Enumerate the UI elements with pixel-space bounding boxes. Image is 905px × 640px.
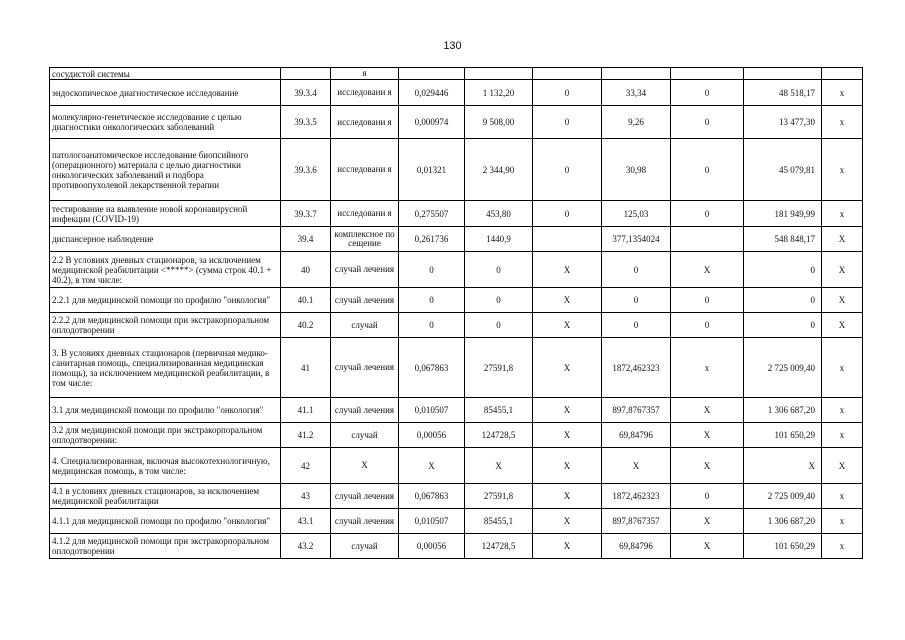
cell-c9: 0: [744, 313, 822, 338]
cell-c10: X: [822, 448, 863, 484]
table-row: [50, 509, 863, 534]
cell-row: 40: [281, 252, 331, 288]
cell-c7: 897,8767357: [602, 509, 671, 534]
cell-c8: x: [671, 338, 744, 398]
table-row: [50, 484, 863, 509]
cell-c4: 0,261736: [399, 227, 465, 252]
cell-unit: исследовани я: [331, 80, 399, 106]
cell-unit: случай: [331, 534, 399, 559]
cell-row: 39.3.6: [281, 139, 331, 201]
cell-c4: 0,010507: [399, 509, 465, 534]
cell-c9: 13 477,30: [744, 106, 822, 139]
cell-unit: случай: [331, 313, 399, 338]
cell-c5: 0: [465, 252, 533, 288]
cell-c8: 0: [671, 288, 744, 313]
cell-row: 39.3.7: [281, 201, 331, 227]
page-number: 130: [443, 40, 462, 52]
cell-unit: случай лечения: [331, 252, 399, 288]
cell-c6: X: [533, 398, 602, 423]
cell-c7: 30,98: [602, 139, 671, 201]
cell-c8: 0: [671, 139, 744, 201]
cell-name: сосудистой системы: [50, 68, 281, 80]
cell-row: 43.1: [281, 509, 331, 534]
cell-row: 42: [281, 448, 331, 484]
cell-c6: [533, 68, 602, 80]
cell-c4: 0,00056: [399, 423, 465, 448]
cell-c10: x: [822, 534, 863, 559]
cell-name: 2.2.2 для медицинской помощи при экстракорпоральном оплодотворении: [50, 313, 281, 338]
cell-unit: X: [331, 448, 399, 484]
cell-c5: 27591,8: [465, 338, 533, 398]
cell-unit: случай: [331, 423, 399, 448]
cell-row: 41.1: [281, 398, 331, 423]
cell-c6: X: [533, 288, 602, 313]
cell-c4: 0,029446: [399, 80, 465, 106]
cell-c5: X: [465, 448, 533, 484]
cell-c9: 548 848,17: [744, 227, 822, 252]
cell-c9: 45 079,81: [744, 139, 822, 201]
cell-c8: X: [671, 252, 744, 288]
cell-name: эндоскопическое диагностическое исследование: [50, 80, 281, 106]
cell-c6: 0: [533, 201, 602, 227]
table-row: [50, 201, 863, 227]
cell-c9: 0: [744, 252, 822, 288]
cell-c5: 1440,9: [465, 227, 533, 252]
cell-c5: [465, 68, 533, 80]
cell-c7: 69,84796: [602, 534, 671, 559]
cell-c9: 2 725 009,40: [744, 484, 822, 509]
cell-row: 40.1: [281, 288, 331, 313]
cell-c10: X: [822, 227, 863, 252]
table-row: [50, 252, 863, 288]
cell-c5: 2 344,90: [465, 139, 533, 201]
cell-c4: 0,000974: [399, 106, 465, 139]
table-row: [50, 288, 863, 313]
cell-c10: x: [822, 509, 863, 534]
cell-c4: 0,010507: [399, 398, 465, 423]
table-row: [50, 68, 863, 80]
cell-row: 39.3.5: [281, 106, 331, 139]
cell-c5: 453,80: [465, 201, 533, 227]
cell-c9: X: [744, 448, 822, 484]
cell-c8: 0: [671, 80, 744, 106]
cell-row: 39.4: [281, 227, 331, 252]
cell-c10: x: [822, 484, 863, 509]
cell-unit: случай лечения: [331, 484, 399, 509]
cell-c7: 0: [602, 252, 671, 288]
cell-c8: 0: [671, 106, 744, 139]
cell-c7: 0: [602, 288, 671, 313]
cell-c10: x: [822, 139, 863, 201]
cell-c9: 181 949,99: [744, 201, 822, 227]
table-row: [50, 139, 863, 201]
table-row: [50, 227, 863, 252]
cell-c5: 0: [465, 313, 533, 338]
cell-name: тестирование на выявление новой коронавирусной инфекции (COVID-19): [50, 201, 281, 227]
cell-c8: X: [671, 509, 744, 534]
cell-c10: X: [822, 252, 863, 288]
cell-c8: [671, 227, 744, 252]
cell-c4: 0: [399, 288, 465, 313]
cell-c5: 124728,5: [465, 534, 533, 559]
cell-name: 3. В условиях дневных стационаров (первичная медико-санитарная помощь, специализированная медицинская помощь), за исключением медицинской реабилитации, в том числе:: [50, 338, 281, 398]
cell-c4: 0,275507: [399, 201, 465, 227]
cell-c6: 0: [533, 139, 602, 201]
cell-c6: X: [533, 534, 602, 559]
cell-c9: 1 306 687,20: [744, 398, 822, 423]
cell-c9: [744, 68, 822, 80]
cell-name: 4.1.2 для медицинской помощи при экстракорпоральном оплодотворении: [50, 534, 281, 559]
cell-c5: 0: [465, 288, 533, 313]
cell-row: [281, 68, 331, 80]
cell-unit: случай лечения: [331, 509, 399, 534]
cell-c8: X: [671, 398, 744, 423]
cell-name: 3.2 для медицинской помощи при экстракорпоральном оплодотворении:: [50, 423, 281, 448]
cell-c10: X: [822, 288, 863, 313]
cell-c9: 101 650,29: [744, 423, 822, 448]
table-row: [50, 80, 863, 106]
cell-unit: случай лечения: [331, 288, 399, 313]
cell-row: 41.2: [281, 423, 331, 448]
cell-c7: 33,34: [602, 80, 671, 106]
cell-c8: X: [671, 534, 744, 559]
cell-c6: X: [533, 448, 602, 484]
cell-c6: X: [533, 252, 602, 288]
table-row: [50, 448, 863, 484]
cell-c6: [533, 227, 602, 252]
table-row: [50, 338, 863, 398]
cell-c6: 0: [533, 106, 602, 139]
cell-c9: 1 306 687,20: [744, 509, 822, 534]
table-row: [50, 313, 863, 338]
cell-c7: [602, 68, 671, 80]
cell-row: 43.2: [281, 534, 331, 559]
cell-c6: X: [533, 423, 602, 448]
cell-c4: 0,067863: [399, 484, 465, 509]
cell-c4: 0,01321: [399, 139, 465, 201]
cell-row: 43: [281, 484, 331, 509]
cell-c5: 1 132,20: [465, 80, 533, 106]
cell-row: 39.3.4: [281, 80, 331, 106]
table-row: [50, 423, 863, 448]
cell-unit: случай лечения: [331, 338, 399, 398]
cell-c4: 0: [399, 313, 465, 338]
cell-name: патологоанатомическое исследование биопсийного (операционного) материала с целью диагностики онкологических заболеваний и подбора противоопухолевой лекарственной терапии: [50, 139, 281, 201]
cell-name: 3.1 для медицинской помощи по профилю "онкология": [50, 398, 281, 423]
cell-c10: x: [822, 423, 863, 448]
cell-c6: 0: [533, 80, 602, 106]
data-table: [49, 67, 863, 559]
cell-c8: [671, 68, 744, 80]
cell-c6: X: [533, 484, 602, 509]
cell-c8: 0: [671, 484, 744, 509]
cell-c6: X: [533, 338, 602, 398]
cell-unit: исследовани я: [331, 201, 399, 227]
cell-c4: X: [399, 448, 465, 484]
cell-row: 40.2: [281, 313, 331, 338]
cell-name: 4.1 в условиях дневных стационаров, за исключением медицинской реабилитации: [50, 484, 281, 509]
cell-unit: исследовани я: [331, 139, 399, 201]
cell-c10: x: [822, 106, 863, 139]
cell-row: 41: [281, 338, 331, 398]
cell-name: диспансерное наблюдение: [50, 227, 281, 252]
cell-c6: X: [533, 313, 602, 338]
cell-c7: X: [602, 448, 671, 484]
cell-c10: X: [822, 313, 863, 338]
cell-unit: комплексное посещение: [331, 227, 399, 252]
cell-c5: 85455,1: [465, 509, 533, 534]
cell-c10: x: [822, 201, 863, 227]
cell-c5: 9 508,00: [465, 106, 533, 139]
cell-c7: 9,26: [602, 106, 671, 139]
cell-c7: 125,03: [602, 201, 671, 227]
table-row: [50, 106, 863, 139]
cell-c9: 101 650,29: [744, 534, 822, 559]
cell-c7: 69,84796: [602, 423, 671, 448]
cell-c8: 0: [671, 313, 744, 338]
cell-c7: 0: [602, 313, 671, 338]
cell-c6: X: [533, 509, 602, 534]
table-row: [50, 398, 863, 423]
cell-c10: [822, 68, 863, 80]
cell-name: 2.2 В условиях дневных стационаров, за исключением медицинской реабилитации <*****> (сумма строк 40.1 + 40.2), в том числе:: [50, 252, 281, 288]
cell-unit: исследовани я: [331, 106, 399, 139]
cell-c4: 0: [399, 252, 465, 288]
cell-name: 2.2.1 для медицинской помощи по профилю "онкология": [50, 288, 281, 313]
cell-c5: 124728,5: [465, 423, 533, 448]
cell-name: молекулярно-генетическое исследование с целью диагностики онкологических заболеваний: [50, 106, 281, 139]
cell-c7: 897,8767357: [602, 398, 671, 423]
cell-name: 4.1.1 для медицинской помощи по профилю "онкология": [50, 509, 281, 534]
cell-c7: 377,1354024: [602, 227, 671, 252]
cell-c9: 48 518,17: [744, 80, 822, 106]
table-row: [50, 534, 863, 559]
cell-c9: 0: [744, 288, 822, 313]
cell-name: 4. Специализированная, включая высокотехнологичную, медицинская помощь, в том числе:: [50, 448, 281, 484]
cell-c8: X: [671, 448, 744, 484]
cell-c4: 0,067863: [399, 338, 465, 398]
cell-c8: X: [671, 423, 744, 448]
cell-unit: я: [331, 68, 399, 80]
cell-c5: 27591,8: [465, 484, 533, 509]
cell-c10: x: [822, 80, 863, 106]
cell-c4: [399, 68, 465, 80]
cell-c7: 1872,462323: [602, 338, 671, 398]
cell-unit: случай лечения: [331, 398, 399, 423]
cell-c7: 1872,462323: [602, 484, 671, 509]
cell-c9: 2 725 009,40: [744, 338, 822, 398]
cell-c8: 0: [671, 201, 744, 227]
cell-c4: 0,00056: [399, 534, 465, 559]
cell-c5: 85455,1: [465, 398, 533, 423]
cell-c10: x: [822, 338, 863, 398]
cell-c10: x: [822, 398, 863, 423]
